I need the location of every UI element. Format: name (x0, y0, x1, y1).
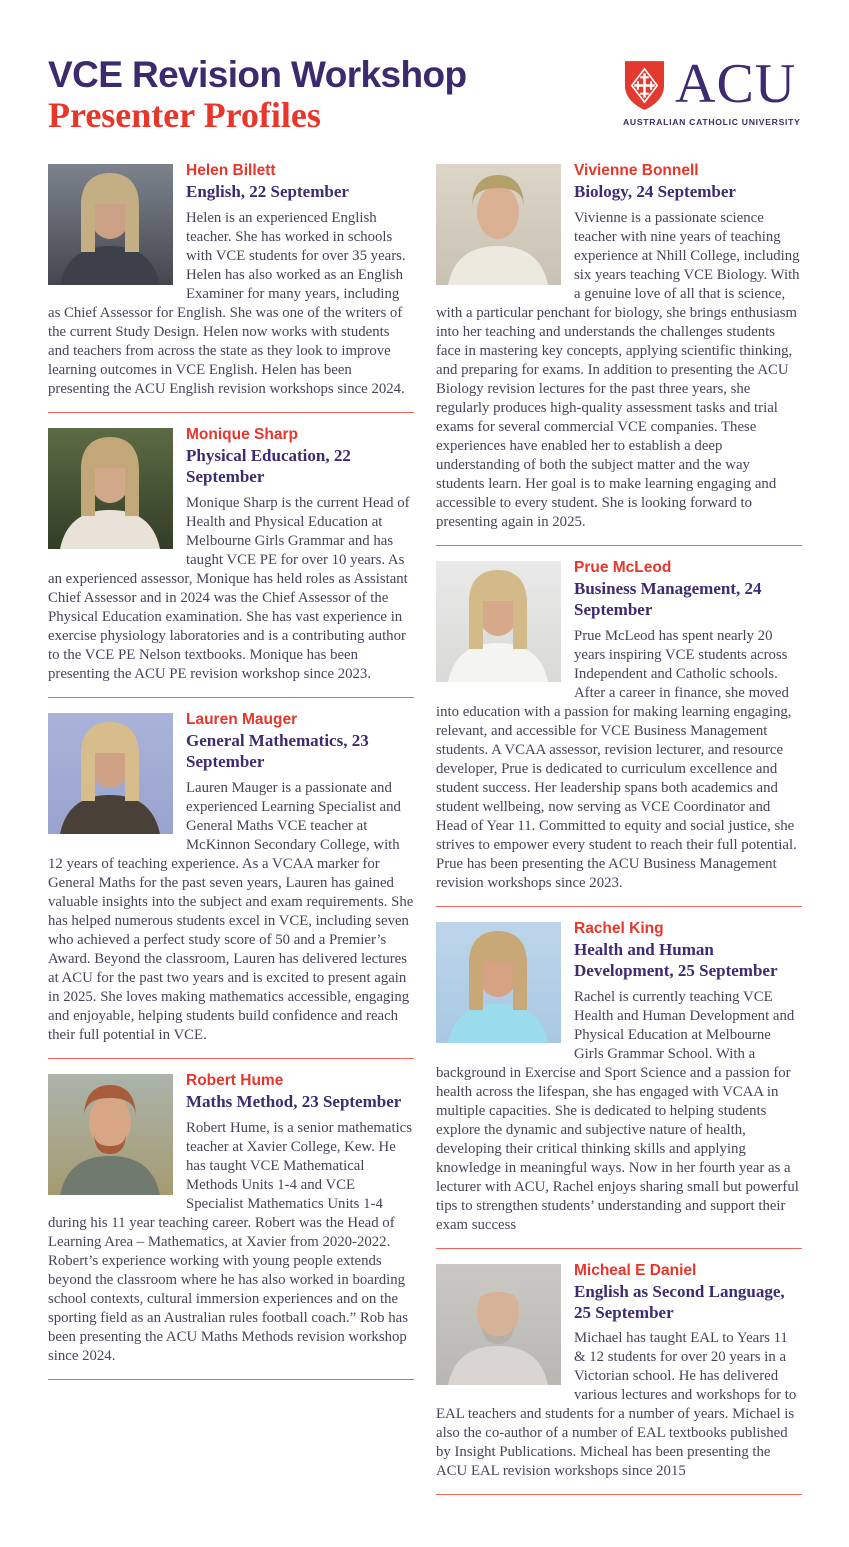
presenter-bio: Rachel is currently teaching VCE Health and Human Development and Physical Education at Melbourne Girls Grammar School. With a background in Exercise and Sport Science and a passion for health across the lifespan, she has engaged with VCAA in multiple capacities. She is dedicated to helping students explore the dynamic and subjective nature of health, developing their critical thinking skills and applying knowledge in meaningful ways. Now in her fourth year as a lecturer with ACU, Rachel enjoys sharing small but powerful tips to strengthen students’ understanding and support their exam success (436, 988, 799, 1233)
presenter-name: Monique Sharp (186, 425, 298, 443)
section-divider (48, 1379, 414, 1380)
left-column (48, 161, 414, 1392)
presenter-bio: Prue McLeod has spent nearly 20 years inspiring VCE students across Independent and Catholic schools. After a career in finance, she moved into education with a passion for making learning engaging, relevant, and accessible for VCE Business Management students. A VCAA assessor, revision lecturer, and resource developer, Prue is dedicated to curriculum excellence and student success. Her leadership spans both academics and student wellbeing, now serving as VCE Coordinator and Head of Year 11. Committed to equity and social justice, she strives to empower every student to reach their full potential. Prue has been presenting the ACU Business Management revision workshops since 2023. (436, 627, 797, 891)
presenter-subject-date: General Mathematics, 23 September (186, 731, 369, 771)
presenter-subject-date: Health and Human Development, 25 September (574, 940, 778, 980)
presenter-subject-date: Biology, 24 September (574, 182, 736, 202)
section-divider (436, 1494, 802, 1495)
acu-logo-tagline: AUSTRALIAN CATHOLIC UNIVERSITY (623, 117, 801, 127)
presenter-photo (48, 713, 173, 834)
presenter-profile (436, 161, 802, 532)
page-title: VCE Revision Workshop (48, 54, 467, 95)
page-header (48, 53, 801, 135)
presenter-name: Robert Hume (186, 1071, 284, 1089)
presenter-photo (48, 428, 173, 549)
presenter-bio: Helen is an experienced English teacher. She has worked in schools with VCE students for over 35 years. Helen has also worked as an English Examiner for many years, including as Chief Assessor for English. She was one of the writers of the current Study Design. Helen now works with students and teachers from across the state as they look to improve learning outcomes in VCE English. Helen has been presenting the ACU English revision workshops since 2024. (48, 209, 406, 397)
title-block (48, 56, 466, 135)
presenter-profile (48, 710, 414, 1045)
page-subtitle: Presenter Profiles (48, 94, 321, 135)
presenter-profile (436, 1261, 802, 1482)
section-divider (436, 1248, 802, 1249)
presenter-photo (436, 1264, 561, 1385)
presenter-name: Helen Billett (186, 161, 276, 179)
section-divider (436, 906, 802, 907)
presenter-subject-date: Physical Education, 22 September (186, 446, 351, 486)
presenter-photo (436, 164, 561, 285)
profiles-columns (48, 161, 801, 1508)
presenter-profile (48, 161, 414, 399)
presenter-profile (48, 1071, 414, 1366)
presenter-name: Micheal E Daniel (574, 1261, 697, 1279)
right-column (436, 161, 802, 1508)
presenter-subject-date: Maths Method, 23 September (186, 1091, 402, 1111)
section-divider (48, 697, 414, 698)
section-divider (48, 412, 414, 413)
presenter-profile (48, 425, 414, 684)
presenter-photo (48, 1074, 173, 1195)
presenter-name: Vivienne Bonnell (574, 161, 699, 179)
presenter-photo (436, 561, 561, 682)
section-divider (48, 1058, 414, 1059)
presenter-bio: Vivienne is a passionate science teacher with nine years of teaching experience at Nhill College, including six years teaching VCE Biology. With a genuine love of all that is science, with a particular penchant for biology, she brings enthusiasm into her teaching and understands the challenges students face in mastering key concepts, applying scientific thinking, and preparing for exams. In addition to presenting the ACU Biology revision lectures for the past three years, she regularly produces high-quality assessment tasks and trial exams for several commercial VCE companies. These experiences have enabled her to establish a deep understanding of both the subject matter and the way students learn. Her goal is to make learning engaging and accessible to every student. She is looking forward to presenting again in 2025. (436, 209, 800, 530)
presenter-profile (436, 919, 802, 1235)
presenter-name: Lauren Mauger (186, 710, 298, 728)
presenter-bio: Michael has taught EAL to Years 11 & 12 students for over 20 years in a Victorian school. He has delivered various lectures and workshops for to EAL teachers and students for a number of years. Michael is also the co-author of a number of EAL textbooks published by Insight Publications. Micheal has been presenting the ACU EAL revision workshops since 2015 (436, 1330, 797, 1480)
presenter-name: Rachel King (574, 919, 664, 937)
presenter-subject-date: English, 22 September (186, 182, 349, 202)
presenter-profile (436, 558, 802, 893)
section-divider (436, 545, 802, 546)
presenter-photo (436, 922, 561, 1043)
acu-logo-text: ACU (675, 53, 797, 115)
presenter-subject-date: English as Second Language, 25 September (574, 1281, 785, 1322)
presenter-photo (48, 164, 173, 285)
presenter-name: Prue McLeod (574, 558, 672, 576)
presenter-bio: Robert Hume, is a senior mathematics teacher at Xavier College, Kew. He has taught VCE Mathematical Methods Units 1-4 and VCE Specialist Mathematics Units 1-4 during his 11 year teaching career. Robert was the Head of Learning Area – Mathematics, at Xavier from 2020-2022. Robert’s experience working with young people extends beyond the classroom where he has also worked in boarding school contexts, cultural immersion experiences and on the sporting field as an Australian rules football coach.” Rob has been presenting the ACU Maths Methods revision workshop since 2024. (48, 1119, 413, 1364)
acu-logo-row (623, 53, 797, 115)
presenter-subject-date: Business Management, 24 September (574, 579, 762, 619)
presenter-bio: Lauren Mauger is a passionate and experienced Learning Specialist and General Maths VCE teacher at McKinnon Secondary College, with 12 years of teaching experience. As a VCAA marker for General Maths for the past seven years, Lauren has gained valuable insights into the subject and exam requirements. She has helped numerous students excel in VCE, including seven who achieved a perfect study score of 50 and a Premier’s Award. Beyond the classroom, Lauren has delivered lectures at ACU for the past two years and is excited to present again in 2025. She loves making mathematics accessible, engaging and enjoyable, helping students build confidence and reach their full potential in VCE. (48, 779, 414, 1043)
acu-logo (623, 53, 801, 127)
presenter-bio: Monique Sharp is the current Head of Health and Physical Education at Melbourne Girls Grammar and has taught VCE PE for over 10 years. As an experienced assessor, Monique has held roles as Assistant Chief Assessor and in 2024 was the Chief Assessor of the Physical Education examination. She has vast experience in exercise physiology laboratories and is a contributing author to the VCE PE Nelson textbooks. Monique has been presenting the ACU PE revision workshop since 2023. (48, 494, 410, 682)
acu-shield-icon (623, 60, 666, 111)
